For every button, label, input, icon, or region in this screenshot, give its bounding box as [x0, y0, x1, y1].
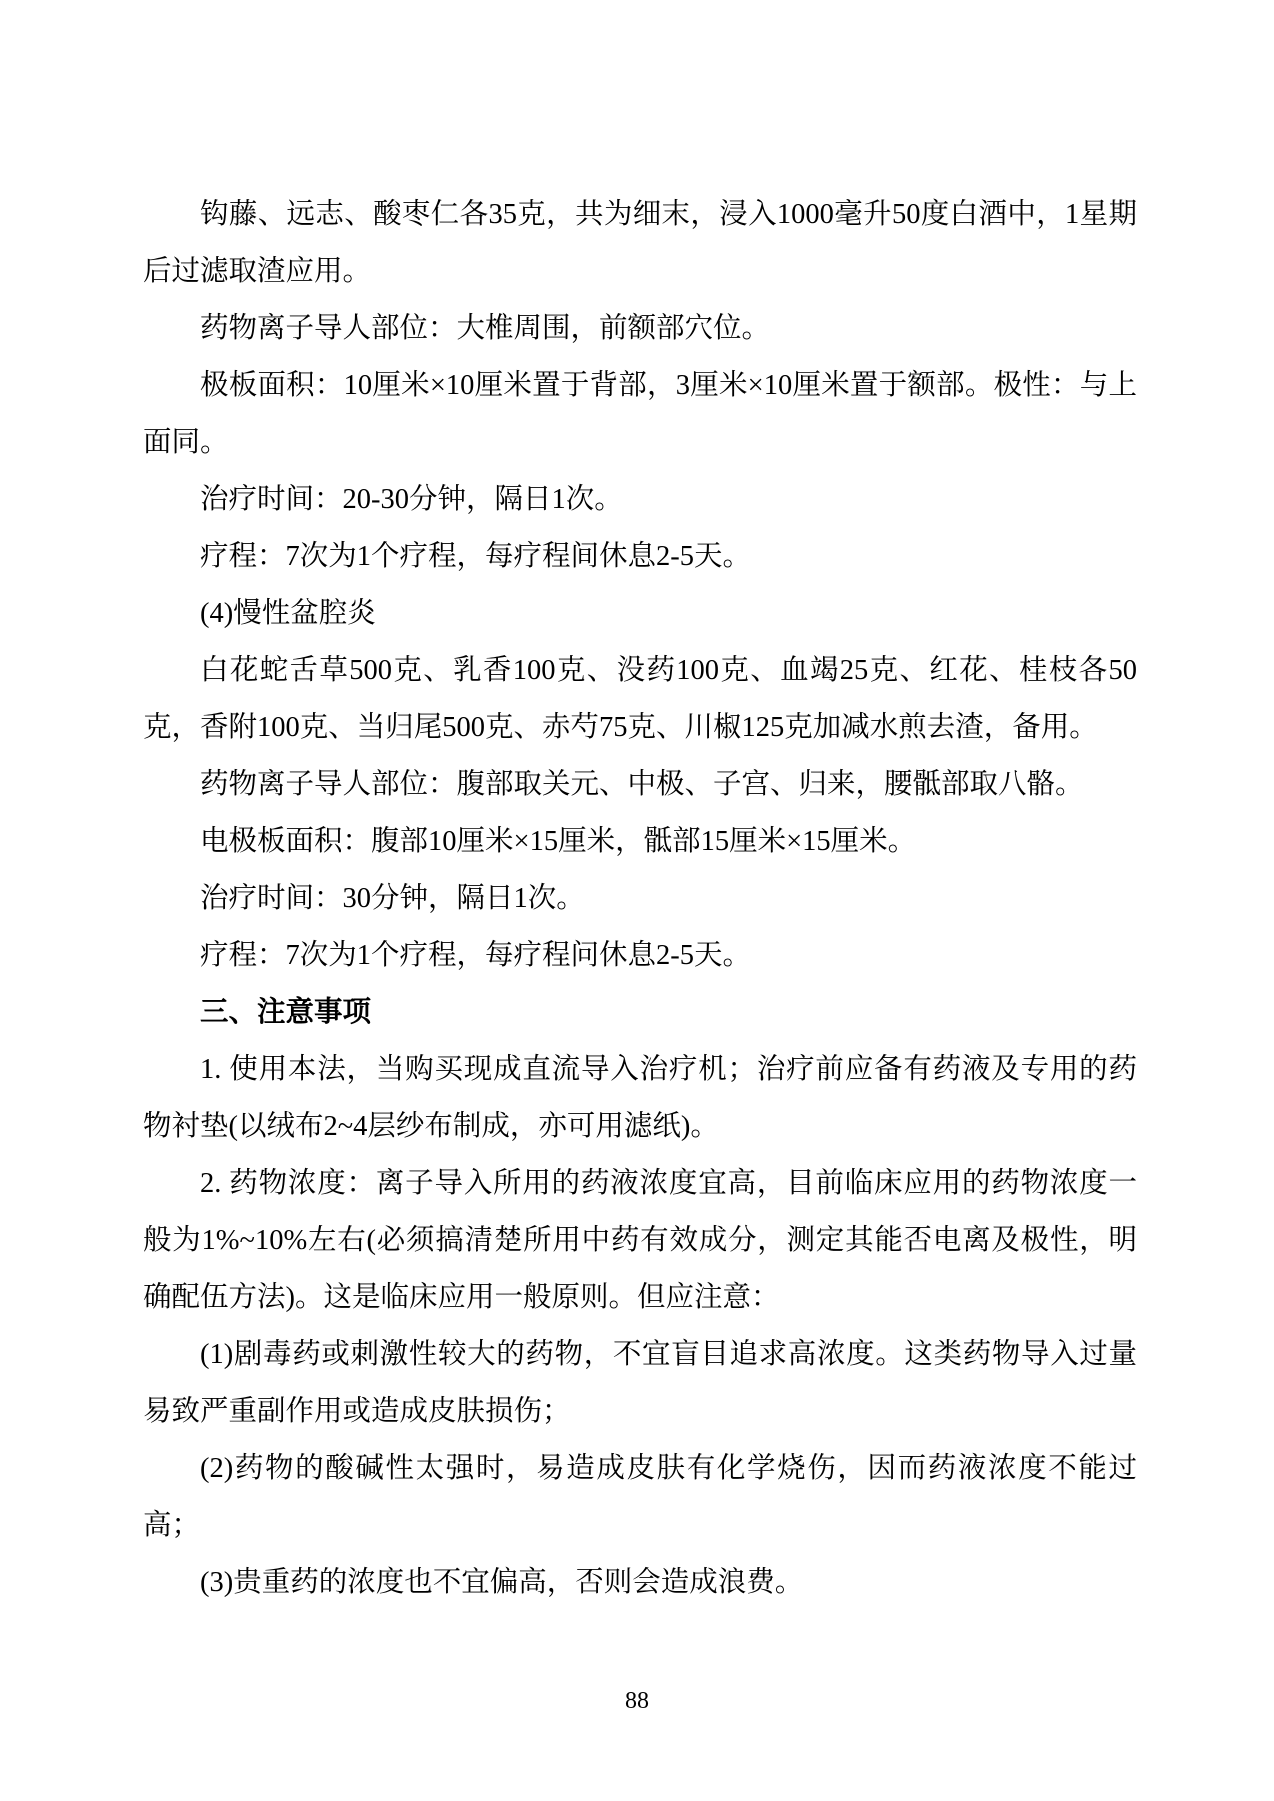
- paragraph: 药物离子导人部位：腹部取关元、中极、子宫、归来，腰骶部取八骼。: [200, 769, 1084, 800]
- paragraph: (1)剧毒药或刺激性较大的药物，不宜盲目追求高浓度。这类药物导入过量易致严重副作用或造成皮肤损伤；: [143, 1339, 1137, 1427]
- paragraph: (3)贵重药的浓度也不宜偏高，否则会造成浪费。: [200, 1567, 804, 1598]
- paragraph: 1. 使用本法，当购买现成直流导入治疗机；治疗前应备有药液及专用的药物衬垫(以绒布2~4层纱布制成，亦可用滤纸)。: [143, 1054, 1137, 1142]
- section-heading: 三、注意事项: [200, 997, 372, 1028]
- paragraph: 治疗时间：20-30分钟，隔日1次。: [200, 484, 623, 515]
- paragraph: 电极板面积：腹部10厘米×15厘米，骶部15厘米×15厘米。: [200, 826, 917, 857]
- paragraph: (2)药物的酸碱性太强时，易造成皮肤有化学烧伤，因而药液浓度不能过高；: [143, 1453, 1137, 1541]
- page-number: 88: [625, 1688, 649, 1714]
- paragraph: (4)慢性盆腔炎: [200, 598, 376, 629]
- document-body: [143, 186, 1137, 1611]
- paragraph: 白花蛇舌草500克、乳香100克、没药100克、血竭25克、红花、桂枝各50克，香附100克、当归尾500克、赤芍75克、川椒125克加减水煎去渣，备用。: [143, 655, 1137, 743]
- paragraph: 2. 药物浓度：离子导入所用的药液浓度宜高，目前临床应用的药物浓度一般为1%~10%左右(必须搞清楚所用中药有效成分，测定其能否电离及极性，明确配伍方法)。这是临床应用一般原则。但应注意：: [143, 1168, 1137, 1313]
- paragraph: 疗程：7次为1个疗程，每疗程问休息2-5天。: [200, 940, 751, 971]
- paragraph: 药物离子导人部位：大椎周围，前额部穴位。: [200, 313, 771, 344]
- paragraph: 钩藤、远志、酸枣仁各35克，共为细末，浸入1000毫升50度白酒中，1星期后过滤取渣应用。: [143, 199, 1137, 287]
- paragraph: 治疗时间：30分钟，隔日1次。: [200, 883, 585, 914]
- paragraph: 极板面积：10厘米×10厘米置于背部，3厘米×10厘米置于额部。极性：与上面同。: [143, 370, 1137, 458]
- paragraph: 疗程：7次为1个疗程，每疗程间休息2-5天。: [200, 541, 751, 572]
